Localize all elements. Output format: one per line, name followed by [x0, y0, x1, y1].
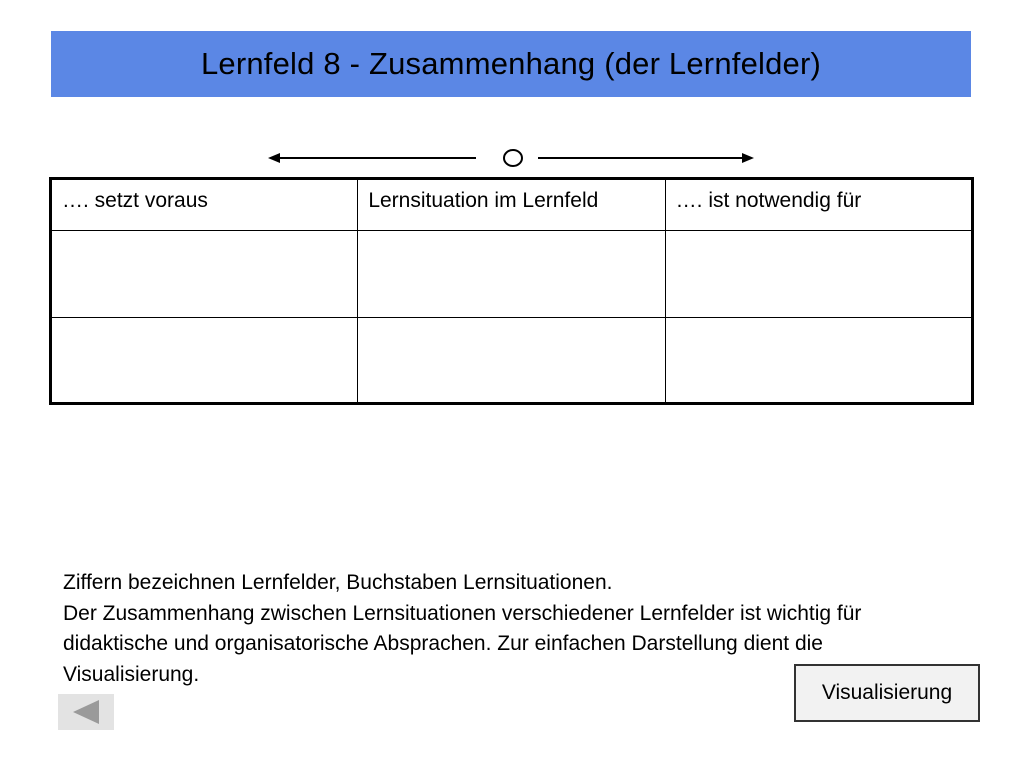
header-lernsituation: Lernsituation im Lernfeld: [358, 179, 665, 231]
table-row: [51, 231, 973, 317]
table-cell: [665, 231, 972, 317]
center-circle: [504, 150, 522, 166]
page-title: Lernfeld 8 - Zusammenhang (der Lernfelder): [200, 46, 822, 81]
table-cell: [358, 231, 665, 317]
header-notwendig-fuer: …. ist notwendig für: [665, 179, 972, 231]
note-line-1: Ziffern bezeichnen Lernfelder, Buchstaben Lernsituationen.: [63, 571, 613, 594]
header-setzt-voraus: …. setzt voraus: [51, 179, 358, 231]
back-button[interactable]: [58, 694, 114, 730]
table-cell: [51, 317, 358, 403]
arrow-left-head: [268, 153, 280, 163]
table-header-row: [51, 179, 973, 231]
double-direction-arrow-icon: [262, 142, 762, 174]
back-triangle-icon: [71, 699, 101, 725]
table-cell: [665, 317, 972, 403]
note-line-2: Der Zusammenhang zwischen Lernsituationen verschiedener Lernfelder ist wichtig für didaktische und organisatorische Absprachen. Zur einfachen Darstellung dient die Visualisierung.: [63, 601, 862, 686]
table-cell: [51, 231, 358, 317]
lernfeld-table: [49, 177, 974, 405]
title-bar: [51, 31, 971, 97]
table-row: [51, 317, 973, 403]
visualisierung-button[interactable]: Visualisierung: [794, 664, 980, 722]
table-cell: [358, 317, 665, 403]
arrow-right-head: [742, 153, 754, 163]
